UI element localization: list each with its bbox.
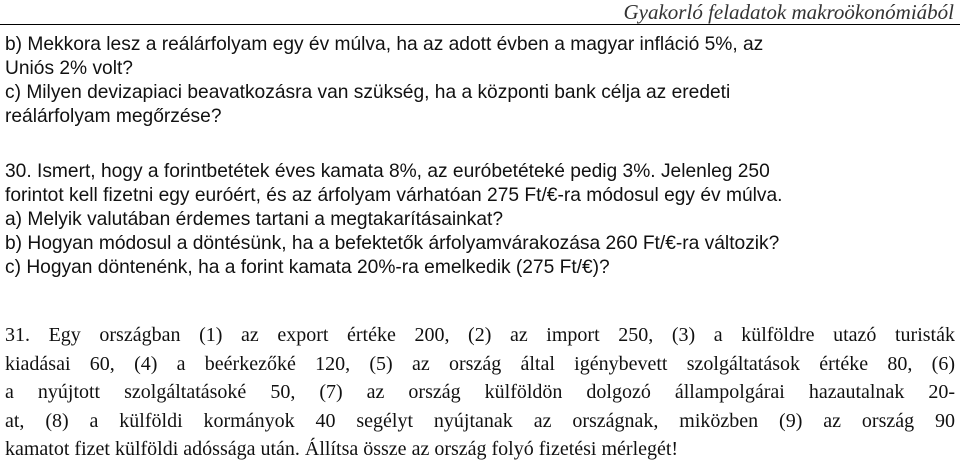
question-b-line-1: b) Mekkora lesz a reálárfolyam egy év múlva, ha az adott évben a magyar infláció 5%, az bbox=[5, 34, 764, 55]
question-c-line-1: c) Milyen devizapiaci beavatkozásra van szükség, ha a központi bank célja az eredeti bbox=[5, 82, 731, 103]
exercise-30-question-a: a) Melyik valutában érdemes tartani a megtakarításainkat? bbox=[5, 209, 504, 230]
exercise-30-line-1: 30. Ismert, hogy a forintbetétek éves kamata 8%, az euróbetéteké pedig 3%. Jelenleg 250 bbox=[5, 161, 770, 182]
exercise-31-line-2: kiadásai 60, (4) a beérkezőké 120, (5) az ország által igénybevett szolgáltatások értéke 80, (6) bbox=[5, 352, 955, 375]
exercise-30-line-2: forintot kell fizetni egy euróért, és az árfolyam várhatóan 275 Ft/€-ra módosul egy év múlva. bbox=[5, 185, 783, 206]
header-rule bbox=[0, 24, 960, 25]
question-c-line-2: reálárfolyam megőrzése? bbox=[5, 106, 222, 127]
exercise-30-question-b: b) Hogyan módosul a döntésünk, ha a befektetők árfolyamvárakozása 260 Ft/€-ra változik? bbox=[5, 233, 780, 254]
exercise-31 bbox=[5, 321, 955, 464]
exercise-29-continuation bbox=[5, 33, 955, 129]
exercise-31-line-4: at, (8) a külföldi kormányok 40 segélyt nyújtanak az országnak, miközben (9) az ország 90 bbox=[5, 409, 955, 432]
exercise-30 bbox=[5, 160, 955, 280]
running-header: Gyakorló feladatok makroökonómiából bbox=[623, 0, 954, 24]
exercise-31-line-5: kamatot fizet külföldi adóssága után. Állítsa össze az ország folyó fizetési mérlegét! bbox=[5, 438, 679, 460]
exercise-30-question-c: c) Hogyan döntenénk, ha a forint kamata 20%-ra emelkedik (275 Ft/€)? bbox=[5, 257, 610, 278]
exercise-31-line-1: 31. Egy országban (1) az export értéke 200, (2) az import 250, (3) a külföldre utazó turisták bbox=[5, 324, 955, 346]
question-b-line-2: Uniós 2% volt? bbox=[5, 58, 133, 79]
exercise-31-line-3: a nyújtott szolgáltatásoké 50, (7) az ország külföldön dolgozó állampolgárai hazautalnak 20- bbox=[5, 381, 955, 403]
